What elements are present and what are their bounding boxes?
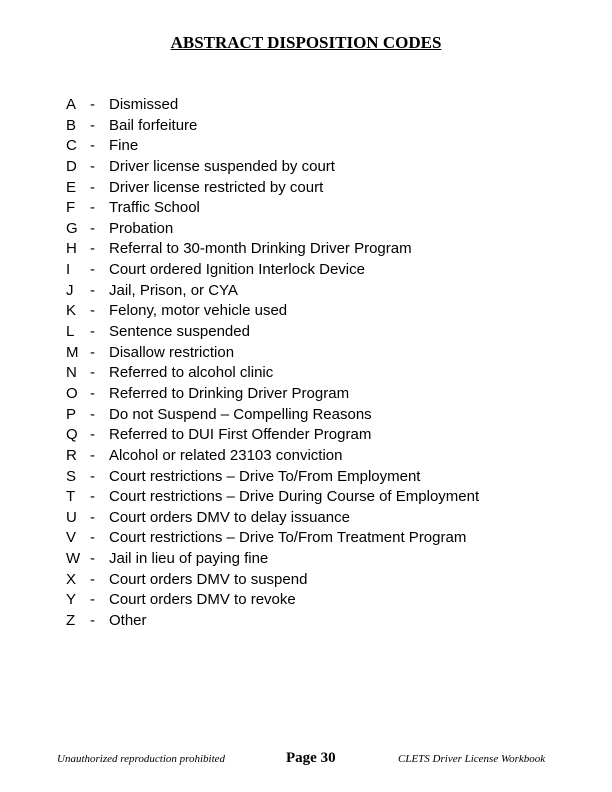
code-row	[66, 549, 479, 570]
code-description: Felony, motor vehicle used	[109, 302, 288, 320]
code-dash: -	[90, 281, 95, 299]
code-description: Driver license restricted by court	[109, 178, 324, 196]
code-letter: I	[66, 261, 71, 279]
code-letter: B	[66, 116, 77, 134]
disposition-codes-list	[66, 95, 479, 632]
code-dash: -	[90, 426, 95, 444]
code-letter: A	[66, 96, 77, 113]
code-dash: -	[90, 570, 95, 588]
code-description: Dismissed	[109, 96, 179, 113]
code-dash: -	[90, 467, 95, 485]
code-row	[66, 219, 479, 240]
code-dash: -	[90, 137, 95, 155]
code-row	[66, 301, 479, 322]
code-row	[66, 467, 479, 488]
page-footer	[0, 748, 612, 772]
code-description: Probation	[109, 219, 174, 237]
code-description: Court restrictions – Drive During Course of Employment	[109, 488, 480, 506]
code-row	[66, 136, 479, 157]
code-letter: N	[66, 364, 77, 382]
code-letter: Z	[66, 612, 76, 630]
code-letter: E	[66, 178, 77, 196]
code-dash: -	[90, 508, 95, 526]
footer-workbook-title: CLETS Driver License Workbook	[398, 753, 546, 765]
code-description: Court orders DMV to suspend	[109, 570, 308, 588]
code-row	[66, 446, 479, 467]
code-letter: O	[66, 384, 78, 402]
code-dash: -	[90, 302, 95, 320]
code-description: Jail in lieu of paying fine	[109, 550, 269, 568]
code-description: Bail forfeiture	[109, 116, 198, 134]
code-row	[66, 157, 479, 178]
page-title: ABSTRACT DISPOSITION CODES	[170, 33, 442, 52]
code-letter: U	[66, 508, 77, 526]
code-description: Other	[109, 612, 147, 630]
code-description: Disallow restriction	[109, 343, 235, 361]
code-row	[66, 590, 479, 611]
code-letter: G	[66, 219, 78, 237]
code-letter: W	[66, 550, 81, 568]
code-row	[66, 322, 479, 343]
code-row	[66, 570, 479, 591]
code-dash: -	[90, 157, 95, 175]
code-row	[66, 508, 479, 529]
code-description: Referral to 30-month Drinking Driver Program	[109, 240, 412, 258]
code-dash: -	[90, 405, 95, 423]
code-dash: -	[90, 384, 95, 402]
code-letter: J	[66, 281, 74, 299]
code-description: Referred to Drinking Driver Program	[109, 384, 350, 402]
code-dash: -	[90, 323, 95, 341]
footer-notice: Unauthorized reproduction prohibited	[57, 753, 226, 765]
code-letter: X	[66, 570, 77, 588]
page-number: Page 30	[286, 750, 336, 766]
code-row	[66, 95, 479, 116]
code-letter: T	[66, 488, 76, 506]
code-description: Court orders DMV to revoke	[109, 591, 296, 609]
code-description: Court restrictions – Drive To/From Employment	[109, 467, 421, 485]
code-letter: F	[66, 199, 76, 217]
code-row	[66, 363, 479, 384]
code-dash: -	[90, 219, 95, 237]
code-dash: -	[90, 343, 95, 361]
code-description: Court restrictions – Drive To/From Treatment Program	[109, 529, 467, 547]
code-letter: H	[66, 240, 77, 258]
code-dash: -	[90, 550, 95, 568]
code-row	[66, 528, 479, 549]
code-dash: -	[90, 96, 95, 113]
code-dash: -	[90, 364, 95, 382]
code-row	[66, 260, 479, 281]
code-description: Jail, Prison, or CYA	[109, 281, 238, 299]
code-row	[66, 384, 479, 405]
code-description: Driver license suspended by court	[109, 157, 335, 175]
code-description: Sentence suspended	[109, 323, 250, 341]
code-row	[66, 116, 479, 137]
code-letter: S	[66, 467, 77, 485]
code-dash: -	[90, 116, 95, 134]
code-letter: M	[66, 343, 79, 361]
code-row	[66, 405, 479, 426]
code-description: Alcohol or related 23103 conviction	[109, 446, 343, 464]
code-dash: -	[90, 178, 95, 196]
code-letter: R	[66, 446, 77, 464]
code-row	[66, 343, 479, 364]
code-letter: D	[66, 157, 77, 175]
code-row	[66, 487, 479, 508]
code-dash: -	[90, 488, 95, 506]
code-row	[66, 198, 479, 219]
code-dash: -	[90, 261, 95, 279]
code-dash: -	[90, 199, 95, 217]
code-row	[66, 281, 479, 302]
code-letter: P	[66, 405, 77, 423]
code-row	[66, 239, 479, 260]
code-row	[66, 178, 479, 199]
code-row	[66, 611, 479, 632]
code-description: Fine	[109, 137, 139, 155]
code-dash: -	[90, 591, 95, 609]
code-description: Court orders DMV to delay issuance	[109, 508, 350, 526]
code-description: Referred to alcohol clinic	[109, 364, 274, 382]
code-dash: -	[90, 612, 95, 630]
code-description: Referred to DUI First Offender Program	[109, 426, 372, 444]
code-dash: -	[90, 529, 95, 547]
code-letter: Y	[66, 591, 77, 609]
code-description: Do not Suspend – Compelling Reasons	[109, 405, 372, 423]
code-letter: K	[66, 302, 77, 320]
code-letter: Q	[66, 426, 78, 444]
code-description: Traffic School	[109, 199, 200, 217]
code-row	[66, 425, 479, 446]
code-letter: V	[66, 529, 77, 547]
code-description: Court ordered Ignition Interlock Device	[109, 261, 365, 279]
code-letter: C	[66, 137, 77, 155]
code-dash: -	[90, 240, 95, 258]
code-letter: L	[66, 323, 75, 341]
code-dash: -	[90, 446, 95, 464]
